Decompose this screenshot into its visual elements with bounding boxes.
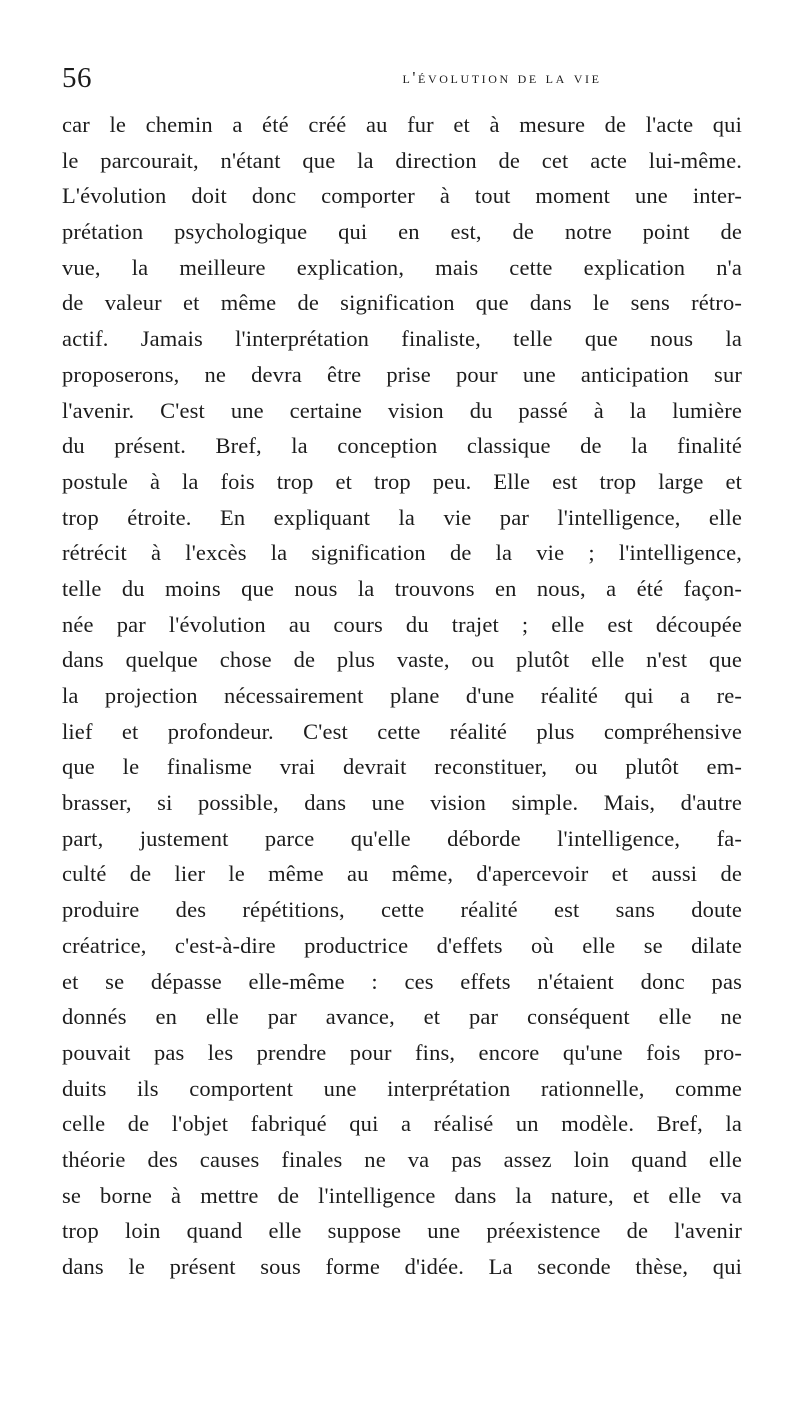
text-line: rétrécit à l'excès la signification de la vie ; l'intelligence, bbox=[62, 540, 742, 566]
text-line: créatrice, c'est-à-dire productrice d'effets où elle se dilate bbox=[62, 932, 742, 958]
text-line: actif. Jamais l'interprétation finaliste, telle que nous la bbox=[62, 326, 742, 352]
text-line: produire des répétitions, cette réalité est sans doute bbox=[62, 897, 742, 923]
text-line: pouvait pas les prendre pour fins, encore qu'une fois pro- bbox=[62, 1039, 742, 1065]
text-line: donnés en elle par avance, et par conséquent elle ne bbox=[62, 1004, 742, 1030]
text-line: le parcourait, n'étant que la direction de cet acte lui-même. bbox=[62, 147, 742, 173]
text-line: car le chemin a été créé au fur et à mesure de l'acte qui bbox=[62, 112, 742, 137]
body-text bbox=[62, 107, 742, 1285]
text-line: L'évolution doit donc comporter à tout moment une inter- bbox=[62, 183, 742, 209]
text-line: née par l'évolution au cours du trajet ; elle est découpée bbox=[62, 611, 742, 637]
text-line: que le finalisme vrai devrait reconstituer, ou plutôt em- bbox=[62, 754, 742, 780]
running-head bbox=[62, 58, 742, 98]
text-line: celle de l'objet fabriqué qui a réalisé un modèle. Bref, la bbox=[62, 1111, 742, 1137]
text-line: de valeur et même de signification que dans le sens rétro- bbox=[62, 290, 742, 316]
text-line: trop étroite. En expliquant la vie par l'intelligence, elle bbox=[62, 504, 742, 530]
text-line: culté de lier le même au même, d'apercevoir et aussi de bbox=[62, 861, 742, 887]
text-line: du présent. Bref, la conception classique de la finalité bbox=[62, 433, 742, 459]
text-line: telle du moins que nous la trouvons en nous, a été façon- bbox=[62, 575, 742, 601]
running-title: l'évolution de la vie bbox=[402, 68, 602, 87]
text-line: brasser, si possible, dans une vision simple. Mais, d'autre bbox=[62, 790, 742, 816]
text-line: théorie des causes finales ne va pas assez loin quand elle bbox=[62, 1146, 742, 1172]
text-line: postule à la fois trop et trop peu. Elle est trop large et bbox=[62, 468, 742, 494]
text-line: lief et profondeur. C'est cette réalité plus compréhensive bbox=[62, 718, 742, 744]
text-line: vue, la meilleure explication, mais cette explication n'a bbox=[62, 254, 742, 280]
text-line: trop loin quand elle suppose une préexistence de l'avenir bbox=[62, 1218, 742, 1244]
text-line: se borne à mettre de l'intelligence dans la nature, et elle va bbox=[62, 1182, 742, 1208]
text-line: prétation psychologique qui en est, de notre point de bbox=[62, 219, 742, 245]
text-line: et se dépasse elle-même : ces effets n'étaient donc pas bbox=[62, 968, 742, 994]
page-number: 56 bbox=[62, 62, 92, 94]
text-line: proposerons, ne devra être prise pour une anticipation sur bbox=[62, 361, 742, 387]
text-line: la projection nécessairement plane d'une réalité qui a re- bbox=[62, 683, 742, 708]
text-line: dans quelque chose de plus vaste, ou plutôt elle n'est que bbox=[62, 647, 742, 673]
text-line: dans le présent sous forme d'idée. La seconde thèse, qui bbox=[62, 1254, 742, 1279]
text-line: l'avenir. C'est une certaine vision du passé à la lumière bbox=[62, 397, 742, 423]
text-line: duits ils comportent une interprétation rationnelle, comme bbox=[62, 1075, 742, 1101]
text-line: part, justement parce qu'elle déborde l'intelligence, fa- bbox=[62, 825, 742, 851]
